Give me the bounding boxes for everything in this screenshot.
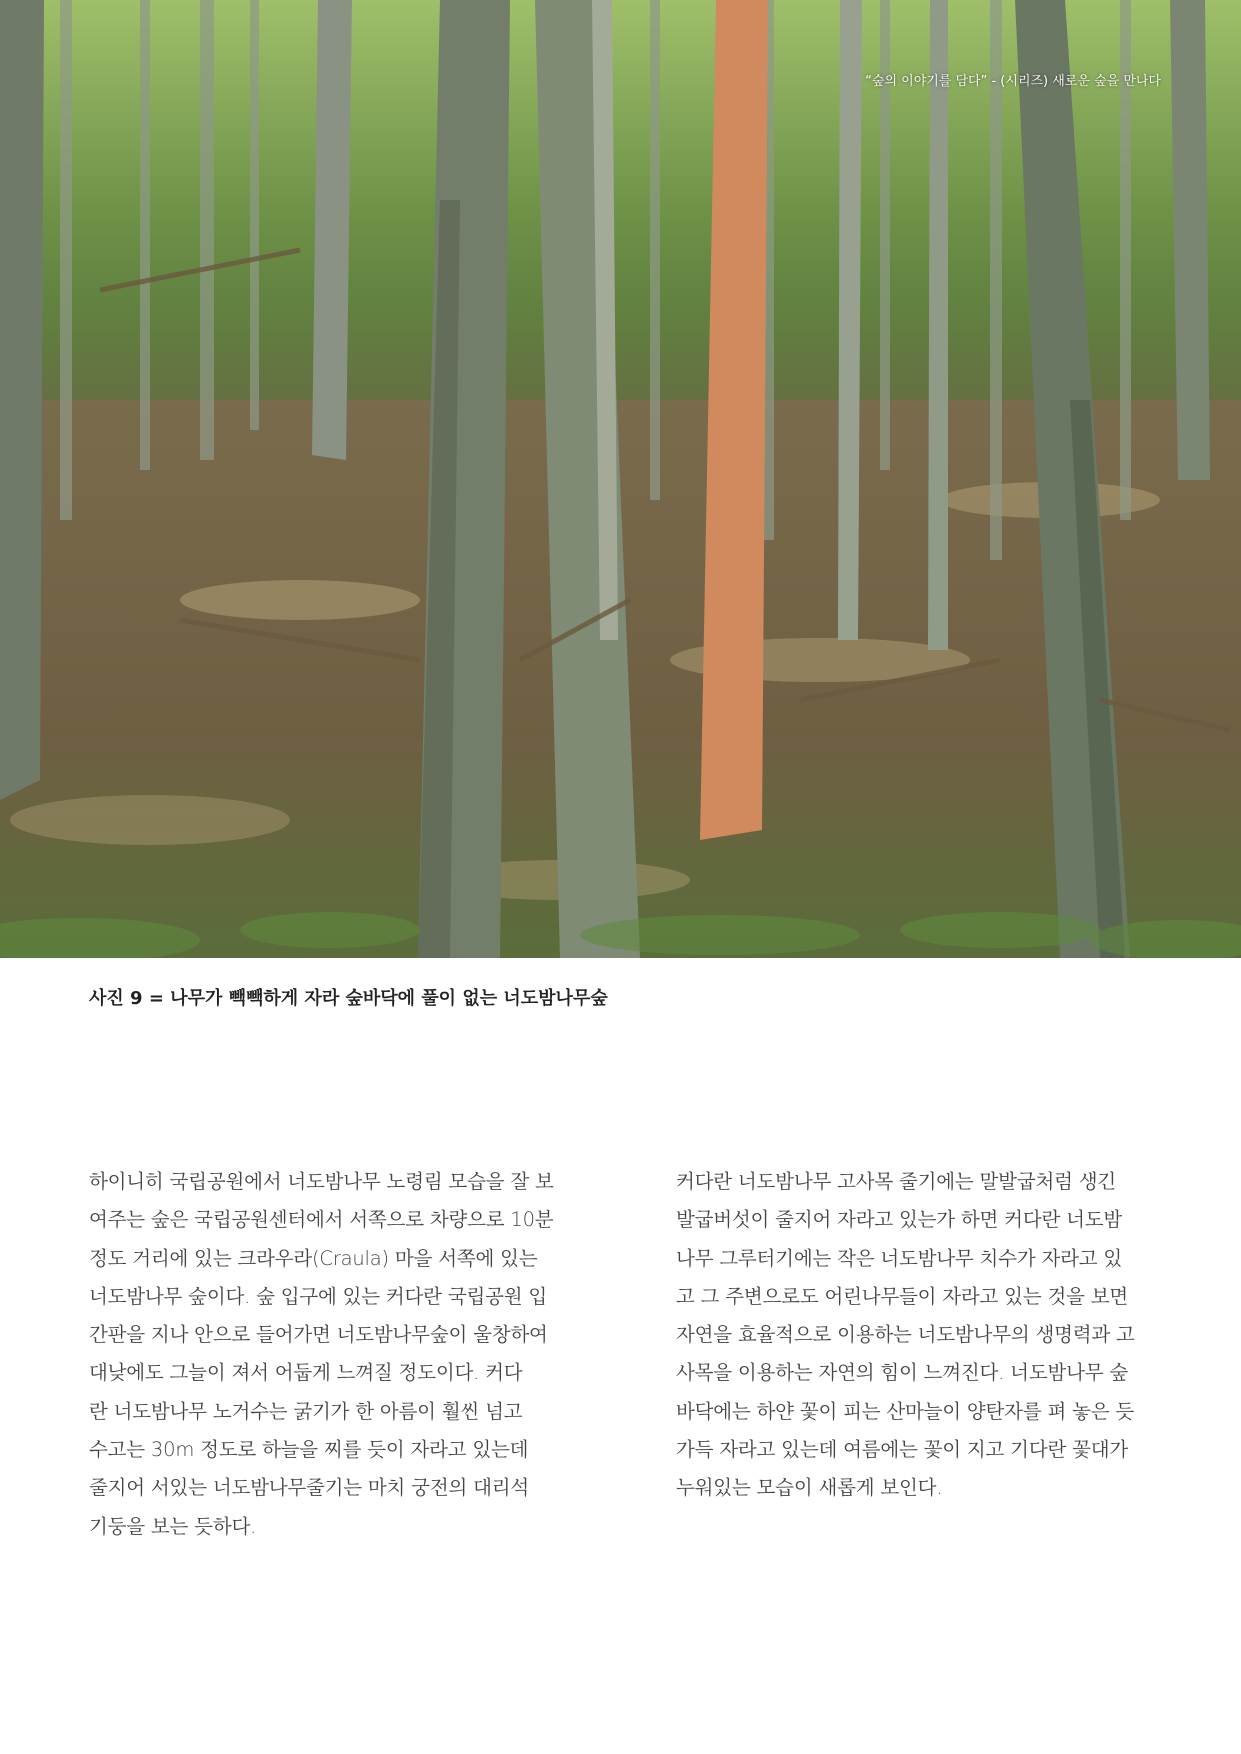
text-line: 여주는 숲은 국립공원센터에서 서쪽으로 차량으로 10분 — [89, 1208, 554, 1232]
text-line: 발굽버섯이 줄지어 자라고 있는가 하면 커다란 너도밤 — [676, 1208, 1123, 1232]
article-right-column — [676, 1163, 1154, 1508]
text-line: 간판을 지나 안으로 들어가면 너도밤나무숲이 울창하여 — [89, 1323, 548, 1347]
text-line: 하이니히 국립공원에서 너도밤나무 노령림 모습을 잘 보 — [89, 1170, 554, 1193]
text-line: 자연을 효율적으로 이용하는 너도밤나무의 생명력과 고 — [676, 1323, 1135, 1347]
text-line: 누워있는 모습이 새롭게 보인다. — [676, 1476, 943, 1500]
text-line: 나무 그루터기에는 작은 너도밤나무 치수가 자라고 있 — [676, 1246, 1123, 1270]
text-line: 가득 자라고 있는데 여름에는 꽃이 지고 기다란 꽃대가 — [676, 1438, 1129, 1462]
text-line: 정도 거리에 있는 크라우라(Craula) 마을 서쪽에 있는 — [89, 1246, 538, 1270]
text-line: 수고는 30m 정도로 하늘을 찌를 듯이 자라고 있는데 — [89, 1438, 529, 1462]
text-line: 줄지어 서있는 너도밤나무줄기는 마치 궁전의 대리석 — [89, 1476, 530, 1500]
text-line: 기둥을 보는 듯하다. — [89, 1514, 257, 1538]
text-line: 바닥에는 하얀 꽃이 피는 산마늘이 양탄자를 펴 놓은 듯 — [676, 1399, 1135, 1423]
text-line: 너도밤나무 숲이다. 숲 입구에 있는 커다란 국립공원 입 — [89, 1284, 548, 1308]
photo-caption: 사진 9 = 나무가 빽빽하게 자라 숲바닥에 풀이 없는 너도밤나무숲 — [89, 988, 608, 1009]
article-left-column — [89, 1163, 567, 1546]
text-line: 고 그 주변으로도 어린나무들이 자라고 있는 것을 보면 — [676, 1284, 1129, 1308]
series-header: “숲의 이야기를 담다” - (시리즈) 새로운 숲을 만나다 — [865, 74, 1161, 89]
text-line: 사목을 이용하는 자연의 힘이 느껴진다. 너도밤나무 숲 — [676, 1361, 1129, 1385]
text-line: 대낮에도 그늘이 져서 어둡게 느껴질 정도이다. 커다 — [89, 1361, 523, 1385]
text-line: 커다란 너도밤나무 고사목 줄기에는 말발굽처럼 생긴 — [676, 1170, 1117, 1193]
text-line: 란 너도밤나무 노거수는 굵기가 한 아름이 훨씬 넘고 — [89, 1399, 523, 1423]
